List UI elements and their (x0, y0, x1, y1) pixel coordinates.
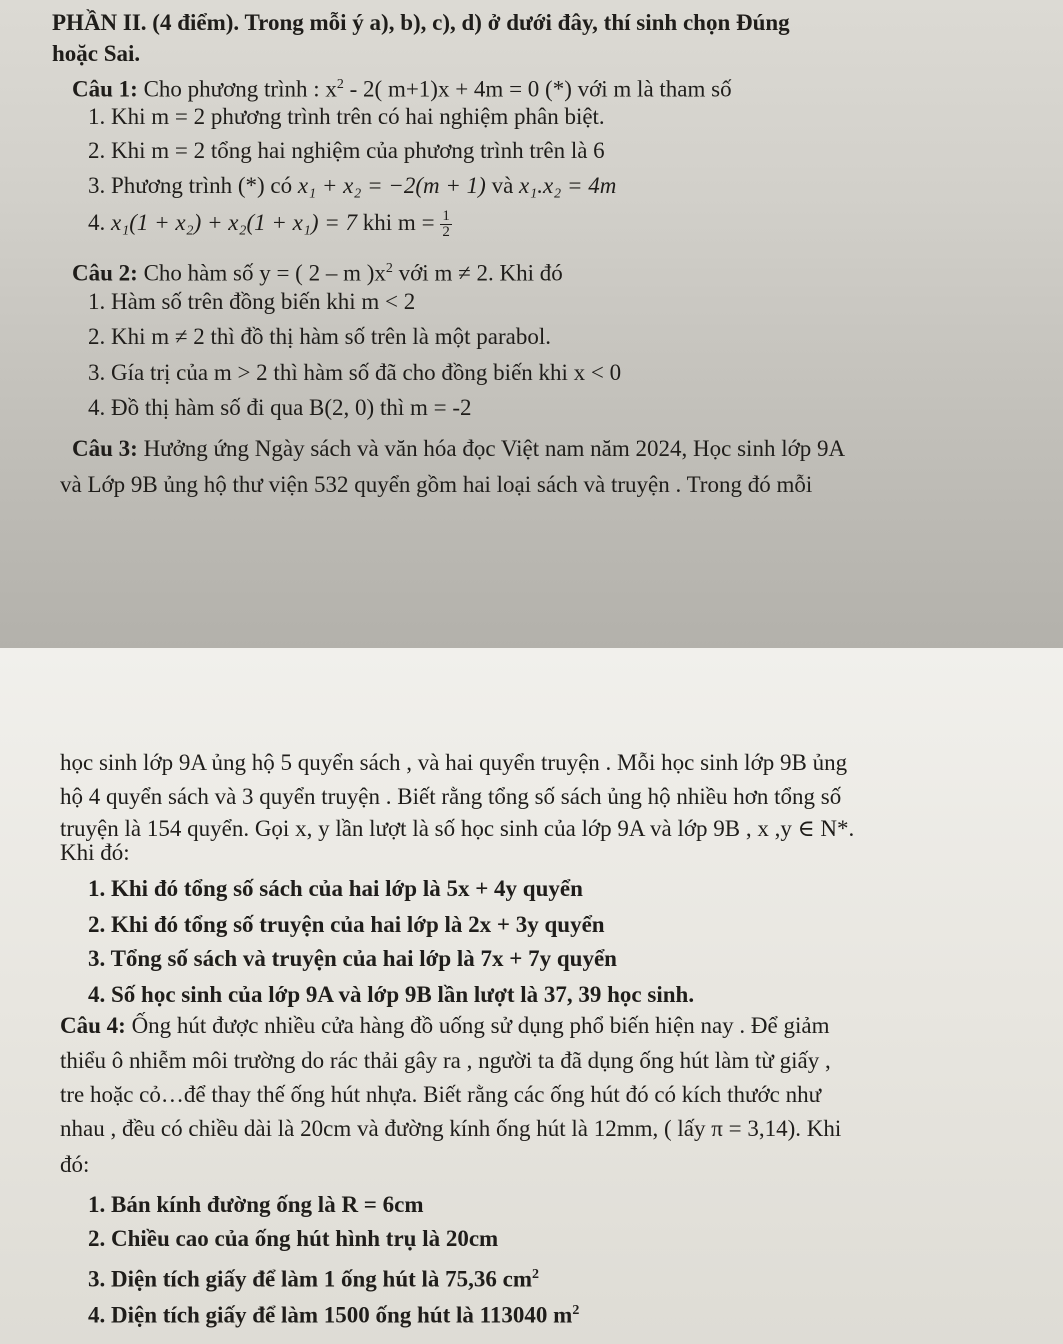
q4-s3-exponent: 2 (532, 1267, 540, 1282)
q1-exponent: 2 (336, 77, 344, 92)
photo-bottom-half (0, 648, 1063, 1344)
q2-label: Câu 2: (72, 260, 138, 286)
q4-s4-exponent: 2 (572, 1303, 580, 1318)
part-heading-line-2: hoặc Sai. (52, 41, 141, 66)
q4-prompt-line-1 (60, 1011, 829, 1041)
q4-s3-text: 3. Diện tích giấy để làm 1 ống hút là 75,36 cm (88, 1266, 533, 1292)
fraction-denominator: 2 (442, 224, 450, 241)
q3-prompt-line-1 (72, 434, 845, 464)
q2-prompt (72, 254, 563, 289)
q1-s4-fraction (440, 209, 452, 240)
q3-statement-3: 3. Tổng số sách và truyện của hai lớp là 7x + 7y quyển (88, 946, 617, 971)
q1-text-b: - 2( m+1)x + 4m = 0 (*) với m là tham số (343, 76, 732, 102)
q1-statement-4 (88, 208, 452, 240)
q1-prompt (72, 70, 732, 105)
q2-statement-2: 2. Khi m ≠ 2 thì đồ thị hàm số trên là một parabol. (88, 324, 551, 349)
q3-statement-2: 2. Khi đó tổng số truyện của hai lớp là 2x + 3y quyển (88, 912, 605, 937)
q1-text-a: Cho phương trình : x (137, 76, 337, 102)
q4-prompt-line-2: thiểu ô nhiễm môi trường do rác thải gây ra , người ta đã dụng ống hút làm từ giấy , (60, 1048, 831, 1073)
q3-prompt-line-3: học sinh lớp 9A ủng hộ 5 quyển sách , và hai quyển truyện . Mỗi học sinh lớp 9B ủng (60, 750, 848, 775)
q2-exponent: 2 (385, 261, 393, 276)
q2-statement-4: 4. Đồ thị hàm số đi qua B(2, 0) thì m = -2 (88, 395, 472, 420)
q1-s3-text-b: và (485, 173, 520, 198)
q2-statement-3: 3. Gía trị của m > 2 thì hàm số đã cho đồng biến khi x < 0 (88, 360, 622, 385)
q4-prompt-line-5: đó: (60, 1152, 90, 1177)
q2-text-a: Cho hàm số y = ( 2 – m )x (137, 260, 386, 286)
q1-s3-math-1: x₁ + x₂ = −2(m + 1) (297, 173, 486, 198)
q4-statement-4 (88, 1296, 579, 1331)
q3-prompt-line-6: Khi đó: (60, 840, 130, 865)
q1-label: Câu 1: (72, 76, 138, 102)
q4-label: Câu 4: (60, 1013, 126, 1038)
fraction-numerator: 1 (442, 208, 450, 225)
q4-statement-2: 2. Chiều cao của ống hút hình trụ là 20cm (88, 1226, 499, 1251)
q4-text-1: Ống hút được nhiều cửa hàng đồ uống sử dụng phổ biến hiện nay . Để giảm (125, 1013, 830, 1038)
q3-prompt-line-4: hộ 4 quyển sách và 3 quyển truyện . Biết rằng tổng số sách ủng hộ nhiều hơn tổng số (60, 784, 842, 809)
q3-text-1: Hưởng ứng Ngày sách và văn hóa đọc Việt nam năm 2024, Học sinh lớp 9A (137, 436, 846, 461)
q4-statement-1: 1. Bán kính đường ống là R = 6cm (88, 1192, 424, 1217)
q3-prompt-line-5: truyện là 154 quyển. Gọi x, y lần lượt là số học sinh của lớp 9A và lớp 9B , x ,y ∈ N*. (60, 816, 855, 841)
q1-statement-3 (88, 171, 616, 201)
part-heading-line-1: PHẦN II. (4 điểm). Trong mỗi ý a), b), c), d) ở dưới đây, thí sinh chọn Đúng (52, 10, 790, 35)
q3-prompt-line-2: và Lớp 9B ủng hộ thư viện 532 quyển gồm hai loại sách và truyện . Trong đó mỗi (60, 472, 813, 497)
q1-s4-math: x₁(1 + x₂) + x₂(1 + x₁) = 7 (111, 210, 358, 235)
q1-s4-text-a: 4. (88, 210, 111, 235)
q2-text-b: với m ≠ 2. Khi đó (392, 260, 563, 286)
q1-s3-text-a: 3. Phương trình (*) có (88, 173, 298, 198)
q3-statement-4: 4. Số học sinh của lớp 9A và lớp 9B lần lượt là 37, 39 học sinh. (88, 982, 695, 1007)
q1-statement-2: 2. Khi m = 2 tổng hai nghiệm của phương trình trên là 6 (88, 138, 605, 163)
q1-s4-text-b: khi m = (357, 210, 441, 235)
photo-top-half (0, 0, 1063, 648)
q1-s3-math-2: x₁.x₂ = 4m (519, 173, 617, 198)
q1-statement-1: 1. Khi m = 2 phương trình trên có hai nghiệm phân biệt. (88, 104, 605, 129)
q4-s4-text: 4. Diện tích giấy để làm 1500 ống hút là 113040 m (88, 1302, 573, 1328)
q4-prompt-line-3: tre hoặc cỏ…để thay thế ống hút nhựa. Biết rằng các ống hút đó có kích thước như (60, 1082, 822, 1107)
q3-label: Câu 3: (72, 436, 138, 461)
q3-statement-1: 1. Khi đó tổng số sách của hai lớp là 5x + 4y quyển (88, 876, 583, 901)
q4-prompt-line-4: nhau , đều có chiều dài là 20cm và đường kính ống hút là 12mm, ( lấy π = 3,14). Khi (60, 1116, 842, 1141)
q4-statement-3 (88, 1260, 539, 1295)
q2-statement-1: 1. Hàm số trên đồng biến khi m < 2 (88, 289, 416, 314)
